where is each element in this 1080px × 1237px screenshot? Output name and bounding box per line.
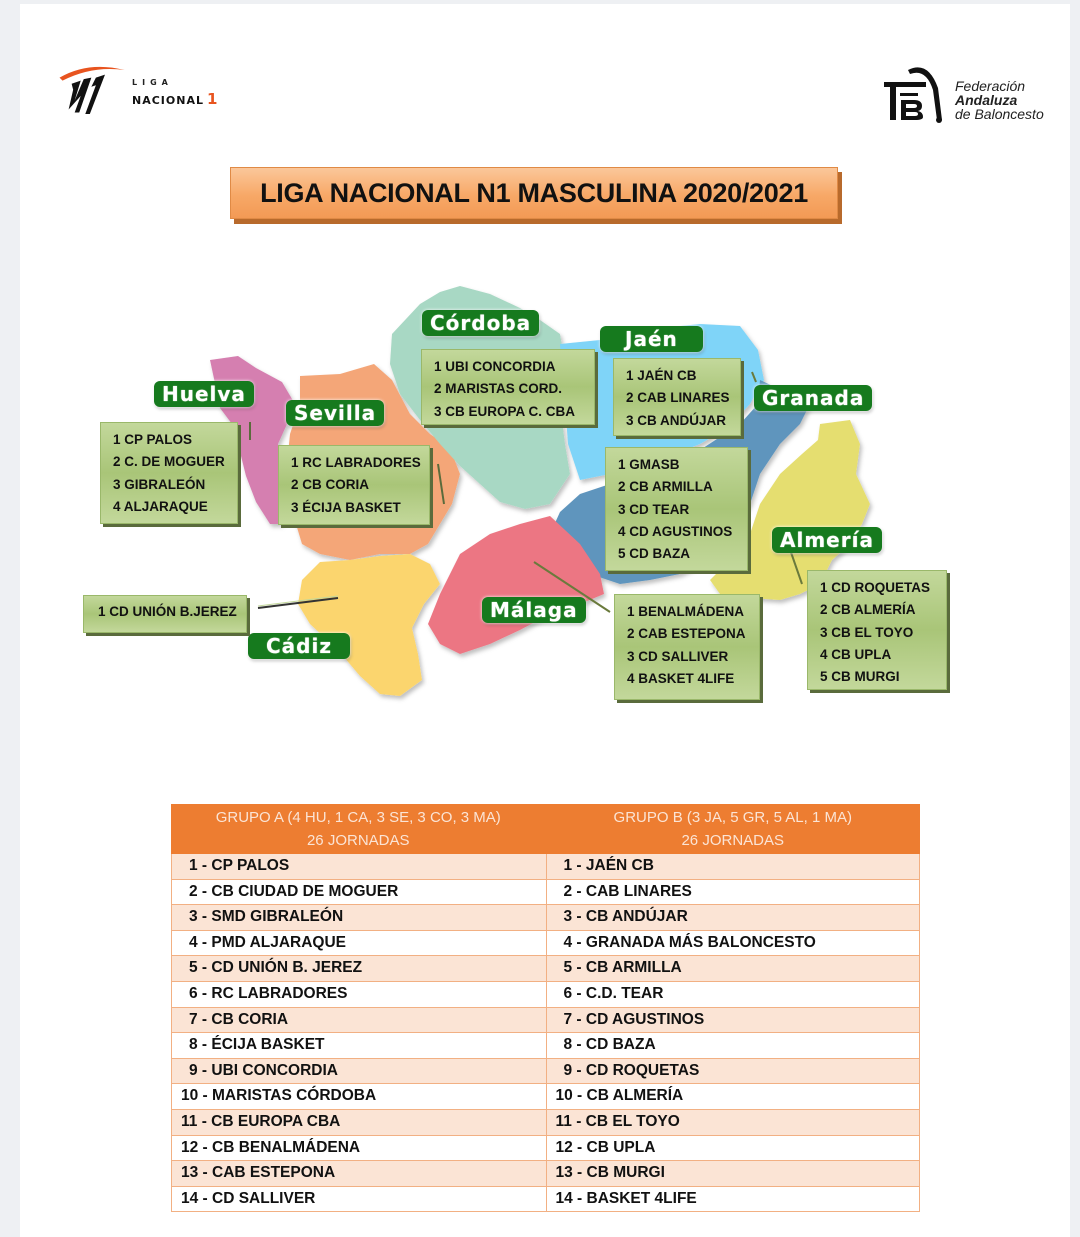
table-row [171,880,920,906]
group-a-rounds: 26 JORNADAS [306,832,410,849]
province-label-huelva: Huelva [154,381,254,407]
team-box-huelva [100,422,238,524]
groups-table-header [171,804,920,854]
group-a-team: 3 - SMD GIBRALEÓN [171,905,546,930]
team-entry: 3 GIBRALEÓN [113,476,206,492]
team-box-sevilla [278,445,430,525]
team-entry: 1 CD UNIÓN B.JEREZ [98,604,237,619]
team-box-cordoba [421,349,595,425]
table-row [171,1033,920,1059]
team-box-jaen [613,358,741,436]
group-b-team: 9 - CD ROQUETAS [546,1059,921,1084]
group-b-team: 10 - CB ALMERÍA [546,1084,921,1109]
team-entry: 3 CB EUROPA C. CBA [434,403,576,419]
group-a-team: 4 - PMD ALJARAQUE [171,931,546,956]
team-entry: 2 C. DE MOGUER [113,454,225,470]
title-banner [230,167,838,219]
group-b-title: GRUPO B (3 JA, 5 GR, 5 AL, 1 MA) [613,809,852,826]
team-entry: 3 ÉCIJA BASKET [291,499,401,515]
team-entry: 1 UBI CONCORDIA [434,359,556,374]
team-entry: 2 CAB LINARES [626,390,730,406]
province-label-cadiz: Cádiz [248,633,350,659]
team-entry: 4 CD AGUSTINOS [618,523,733,539]
fab-line1: Federación [955,78,1026,94]
group-b-team: 12 - CB UPLA [546,1136,921,1161]
table-row [171,1187,920,1213]
logo-liga-text: LIGA [132,78,173,87]
team-entry: 1 JAÉN CB [626,368,697,383]
group-b-team: 7 - CD AGUSTINOS [546,1008,921,1033]
team-entry: 4 ALJARAQUE [113,498,208,514]
group-a-team: 8 - ÉCIJA BASKET [171,1033,546,1058]
team-entry: 2 CB ARMILLA [618,479,713,495]
group-a-team: 6 - RC LABRADORES [171,982,546,1007]
group-a-team: 2 - CB CIUDAD DE MOGUER [171,880,546,905]
team-entry: 3 CB ANDÚJAR [626,412,727,428]
table-row [171,1059,920,1085]
province-label-jaen: Jaén [600,326,703,352]
fab-line2: Andaluza [955,92,1018,108]
team-entry: 5 CB MURGI [820,669,900,685]
group-b-team: 11 - CB EL TOYO [546,1110,921,1135]
table-row [171,982,920,1008]
province-label-malaga: Málaga [482,597,586,623]
group-b-team: 5 - CB ARMILLA [546,956,921,981]
table-row [171,956,920,982]
fab-line3: de Baloncesto [955,106,1044,122]
province-label-cordoba: Córdoba [422,310,539,336]
logo-nacional-row [132,91,217,109]
logo-nacional-text: NACIONAL [132,94,204,107]
group-a-team: 5 - CD UNIÓN B. JEREZ [171,956,546,981]
group-b-team: 1 - JAÉN CB [546,854,921,879]
logo-wordmark [132,78,217,109]
table-row [171,854,920,880]
region-cadiz [298,554,440,696]
team-box-cadiz [83,595,247,633]
province-label-sevilla: Sevilla [286,400,384,426]
team-entry: 4 BASKET 4LIFE [627,670,735,686]
team-entry: 5 CD BAZA [618,546,691,562]
group-b-rounds: 26 JORNADAS [681,832,785,849]
team-entry: 3 CB EL TOYO [820,624,914,640]
team-entry: 2 MARISTAS CORD. [434,381,563,397]
team-entry: 2 CB CORIA [291,477,370,493]
team-entry: 1 GMASB [618,457,680,472]
group-b-team: 6 - C.D. TEAR [546,982,921,1007]
group-b-team: 8 - CD BAZA [546,1033,921,1058]
group-a-team: 13 - CAB ESTEPONA [171,1161,546,1186]
table-row [171,1084,920,1110]
logo-number: 1 [206,90,218,108]
page-title: LIGA NACIONAL N1 MASCULINA 2020/2021 [260,177,808,208]
table-row [171,1161,920,1187]
team-entry: 3 CD SALLIVER [627,648,729,664]
group-a-team: 11 - CB EUROPA CBA [171,1110,546,1135]
group-a-team: 7 - CB CORIA [171,1008,546,1033]
group-a-team: 14 - CD SALLIVER [171,1187,546,1212]
team-entry: 1 RC LABRADORES [291,455,421,470]
group-a-title: GRUPO A (4 HU, 1 CA, 3 SE, 3 CO, 3 MA) [215,809,501,826]
table-row [171,905,920,931]
group-a-team: 10 - MARISTAS CÓRDOBA [171,1084,546,1109]
group-b-team: 3 - CB ANDÚJAR [546,905,921,930]
group-b-header [546,804,921,854]
team-box-granada [605,447,748,571]
federacion-andaluza-logo [882,62,1062,127]
team-entry: 2 CB ALMERÍA [820,602,916,618]
liga-nacional-logo [58,54,238,124]
table-row [171,1110,920,1136]
groups-table-body [171,854,920,1212]
team-entry: 1 BENALMÁDENA [627,604,745,619]
group-b-team: 2 - CAB LINARES [546,880,921,905]
team-entry: 1 CD ROQUETAS [820,580,931,595]
team-entry: 3 CD TEAR [618,501,690,517]
province-label-almeria: Almería [772,527,882,553]
team-entry: 2 CAB ESTEPONA [627,626,746,642]
team-entry: 1 CP PALOS [113,432,193,447]
groups-table [171,804,920,1212]
group-b-team: 13 - CB MURGI [546,1161,921,1186]
table-row [171,1136,920,1162]
group-a-header [171,804,546,854]
group-b-team: 14 - BASKET 4LIFE [546,1187,921,1212]
group-a-team: 9 - UBI CONCORDIA [171,1059,546,1084]
n1-logo-icon [58,54,130,124]
province-label-granada: Granada [754,385,872,411]
group-b-team: 4 - GRANADA MÁS BALONCESTO [546,931,921,956]
table-row [171,1008,920,1034]
table-row [171,931,920,957]
document-page [20,4,1070,1237]
fab-emblem-icon [882,62,948,124]
team-box-malaga [614,594,760,700]
group-a-team: 12 - CB BENALMÁDENA [171,1136,546,1161]
team-entry: 4 CB UPLA [820,646,892,662]
team-box-almeria [807,570,947,690]
group-a-team: 1 - CP PALOS [171,854,546,879]
